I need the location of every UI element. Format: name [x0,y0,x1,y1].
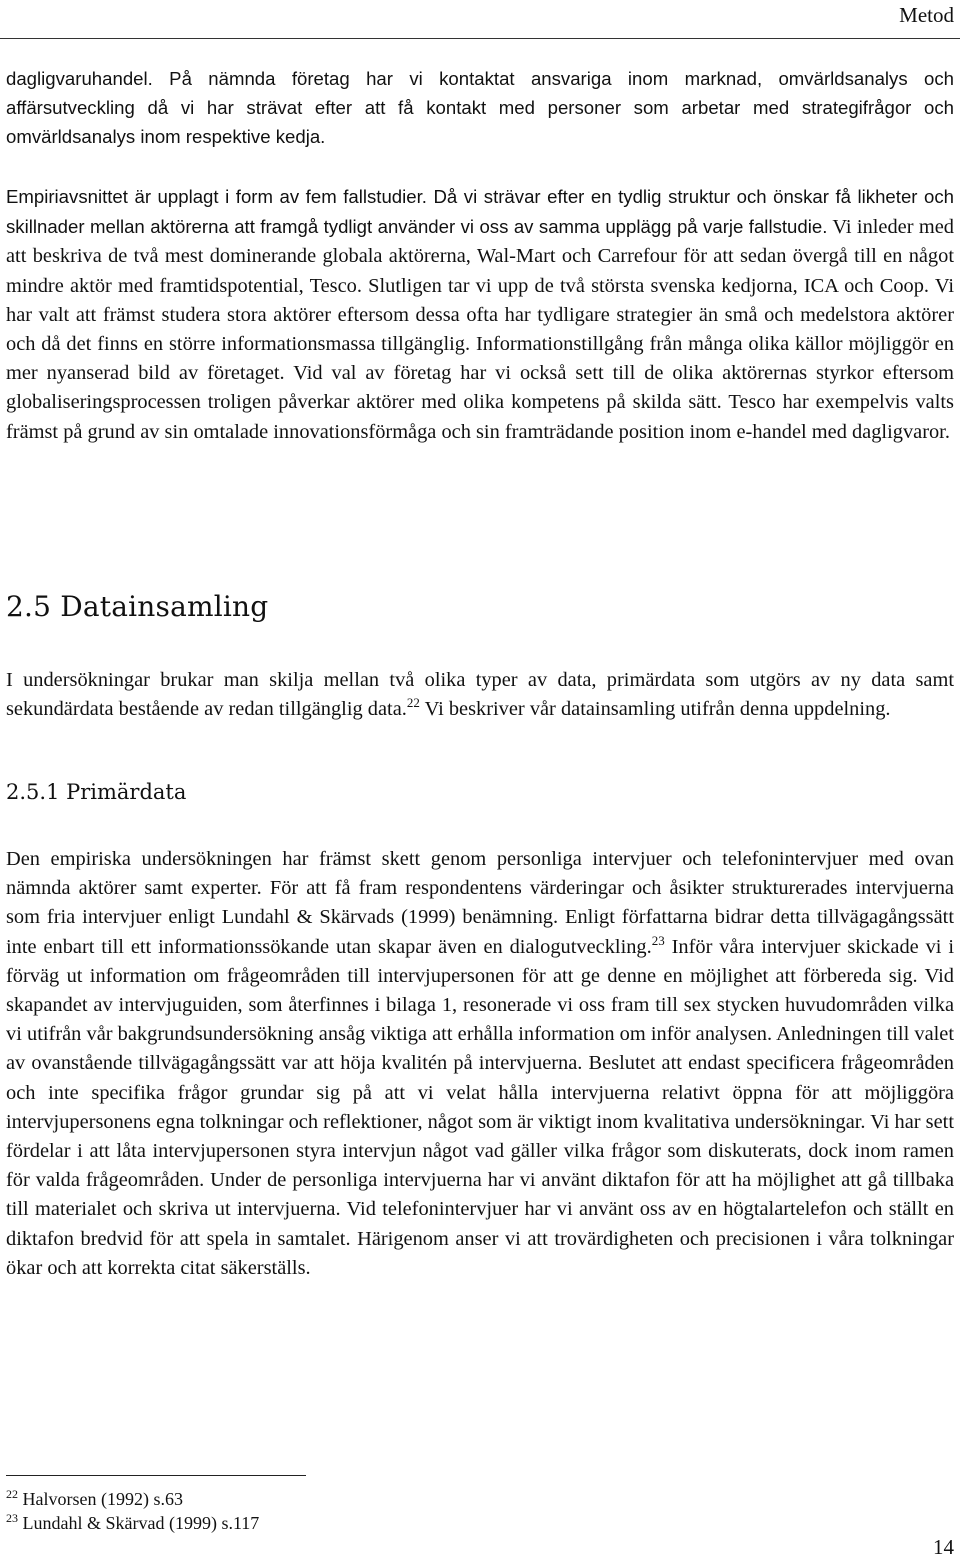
subsection-heading: 2.5.1 Primärdata [6,780,187,804]
paragraph-intro-text: dagligvaruhandel. På nämnda företag har vi kontaktat ansvariga inom marknad, omvärldsanalys och affärsutveckling då vi har strävat efter att få kontakt med personer som arbetar med strategifrågor och omvärldsanalys inom respektive kedja. [6,68,954,148]
footnote-rule [6,1475,306,1476]
footnote-ref-23[interactable]: 23 [651,932,665,948]
footnote-text: Halvorsen (1992) s.63 [22,1489,183,1509]
paragraph-datainsamling-text-b: Vi beskriver vår datainsamling utifrån denna uppdelning. [419,698,891,721]
paragraph-empiri-serif-text: Vi inleder med att beskriva de två mest dominerande globala aktörerna, Wal-Mart och Carrefour för att sedan övergå till en något mindre aktör med framtidspotential, Tesco. Slutligen tar vi upp de två största svenska kedjorna, ICA och Coop. Vi har valt att främst studera stora aktörer eftersom dessa ofta har tydligare strategier än små och medelstora aktörer och då det finns en större informationsmassa tillgänglig. Informationstillgång från många olika källor möjliggör en mer nyanserad bild av företaget. Vid val av företag har vi också sett till de olika aktörernas styrkor eftersom globaliseringsprocessen troligen påverkar aktörer med olika kompetens på skilda sätt. Tesco har exempelvis valts främst på grund av sin omtalade innovationsförmåga och sin framträdande position inom e-handel med dagligvaror. [6,216,954,443]
paragraph-intro [6,64,954,152]
footnote-22 [6,1488,183,1510]
page-number: 14 [933,1535,954,1559]
paragraph-primardata [6,845,954,1283]
header-rule [0,38,960,39]
footnote-number: 22 [6,1487,18,1501]
running-header: Metod [899,3,954,27]
paragraph-primardata-text-a: Den empiriska undersökningen har främst skett genom personliga intervjuer och telefonintervjuer med ovan nämnda aktörer samt experter. För att få fram respondentens värderingar och åsikter strukturerades intervjuerna som fria intervjuer enligt Lundahl & Skärvads (1999) benämning. Enligt författarna bidrar detta tillvägagångssätt inte enbart till ett informationssökande utan skapar även en dialogutveckling. [6,848,954,958]
section-heading: 2.5 Datainsamling [6,590,269,623]
footnote-number: 23 [6,1511,18,1525]
paragraph-datainsamling-text-a: I undersökningar brukar man skilja mellan två olika typer av data, primärdata som utgörs av ny data samt sekundärdata bestående av redan tillgänglig data. [6,669,954,721]
footnote-text: Lundahl & Skärvad (1999) s.117 [22,1513,260,1533]
footnote-ref-22[interactable]: 22 [406,695,420,711]
paragraph-empiri-sans-text: Empiriavsnittet är upplagt i form av fem fallstudier. Då vi strävar efter en tydlig struktur och önskar få likheter och skillnader mellan aktörerna att framgå tydligt använder vi oss av samma upplägg på varje fallstudie. [6,186,954,238]
paragraph-datainsamling [6,666,954,724]
footnote-23 [6,1512,259,1534]
paragraph-primardata-text-b: Inför våra intervjuer skickade vi i förväg ut information om frågeområden till intervjupersonen för att ge denne en möjlighet att förbereda sig. Vid skapandet av intervjuguiden, som återfinnes i bilaga 1, resonerade vi oss fram till sex stycken huvudområden vilka vi utifrån vår bakgrundsundersökning ansåg viktiga att erhålla information om inför analysen. Anledningen till valet av ovanstående tillvägagångssätt var att höja kvalitén på intervjuerna. Beslutet att endast specificera frågeområden och inte specifika frågor grundar sig på att vi velat hålla intervjuerna relativt öppna för att möjliggöra intervjupersonens egna tolkningar och reflektioner, något som är viktigt inom kvalitativa undersökningar. Vi har sett fördelar i att låta intervjupersonen styra intervjun något vad gäller vilka frågor som diskuterats, dock inom ramen för valda frågeområden. Under de personliga intervjuerna har vi använt diktafon för att ha möjlighet att gå tillbaka till materialet och skriva ut intervjuerna. Vid telefonintervjuer har vi använt oss av en högtalartelefon och ställt en diktafon bredvid för att spela in samtalet. Härigenom anser vi att trovärdigheten och precisionen i våra tolkningar ökar och att korrekta citat säkerställs. [6,935,954,1279]
paragraph-empiri [6,182,954,447]
